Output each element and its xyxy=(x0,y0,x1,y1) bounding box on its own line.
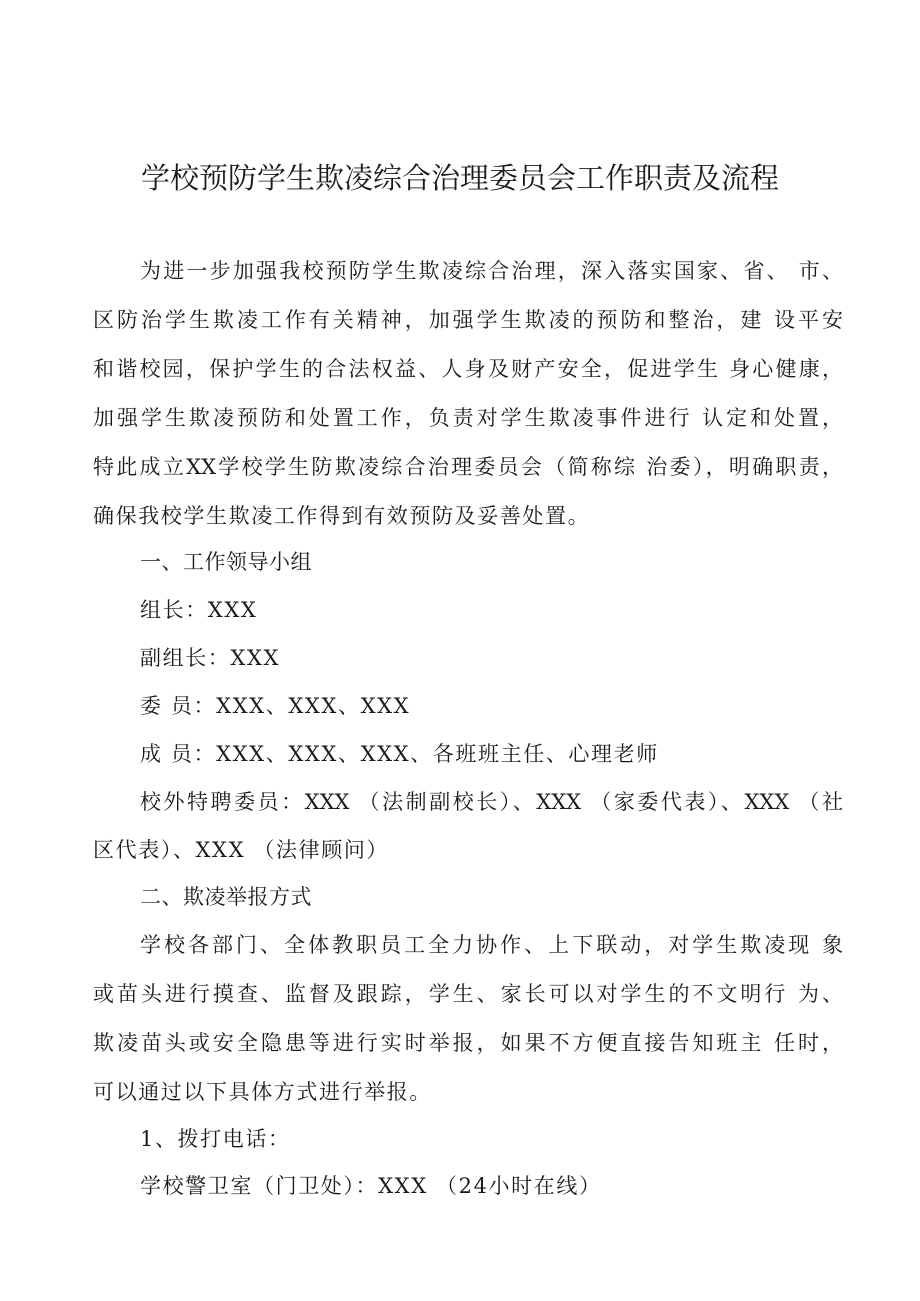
section2-line-1: 学校各部门、全体教职员工全力协作、上下联动，对学生欺凌现 象 xyxy=(140,933,843,957)
intro-line-4: 加强学生欺凌预防和处置工作，负责对学生欺凌事件进行 认定和处置， xyxy=(93,406,843,430)
committee-members-line: 委 员：XXX、XXX、XXX xyxy=(140,694,411,718)
section1-heading: 一、工作领导小组 xyxy=(140,550,312,574)
section2-heading: 二、欺凌举报方式 xyxy=(140,885,312,909)
intro-line-3: 和谐校园，保护学生的合法权益、人身及财产安全，促进学生 身心健康， xyxy=(93,357,843,381)
document-title: 学校预防学生欺凌综合治理委员会工作职责及流程 xyxy=(140,161,779,195)
intro-line-5: 特此成立XX学校学生防欺凌综合治理委员会（简称综 治委），明确职责， xyxy=(93,455,843,479)
intro-line-2: 区防治学生欺凌工作有关精神，加强学生欺凌的预防和整治，建 设平安 xyxy=(93,308,843,332)
phone-line: 学校警卫室（门卫处）：XXX （24小时在线） xyxy=(140,1174,602,1198)
item1-line: 1、拨打电话： xyxy=(140,1127,291,1151)
section2-line-3: 欺凌苗头或安全隐患等进行实时举报，如果不方便直接告知班主 任时， xyxy=(93,1031,843,1055)
leader-line: 组长：XXX xyxy=(140,598,258,622)
section2-line-2: 或苗头进行摸查、监督及跟踪，学生、家长可以对学生的不文明行 为、 xyxy=(93,982,843,1006)
intro-line-6: 确保我校学生欺凌工作得到有效预防及妥善处置。 xyxy=(93,504,591,528)
external-members-line-2: 区代表）、XXX （法律顾问） xyxy=(93,838,390,862)
deputy-leader-line: 副组长：XXX xyxy=(140,646,281,670)
external-members-line-1: 校外特聘委员：XXX （法制副校长）、XXX （家委代表）、XXX （社 xyxy=(140,790,843,814)
section2-line-4: 可以通过以下具体方式进行举报。 xyxy=(93,1080,432,1104)
members-line: 成 员：XXX、XXX、XXX、各班班主任、心理老师 xyxy=(140,742,659,766)
intro-line-1: 为进一步加强我校预防学生欺凌综合治理，深入落实国家、省、 市、 xyxy=(140,259,843,283)
